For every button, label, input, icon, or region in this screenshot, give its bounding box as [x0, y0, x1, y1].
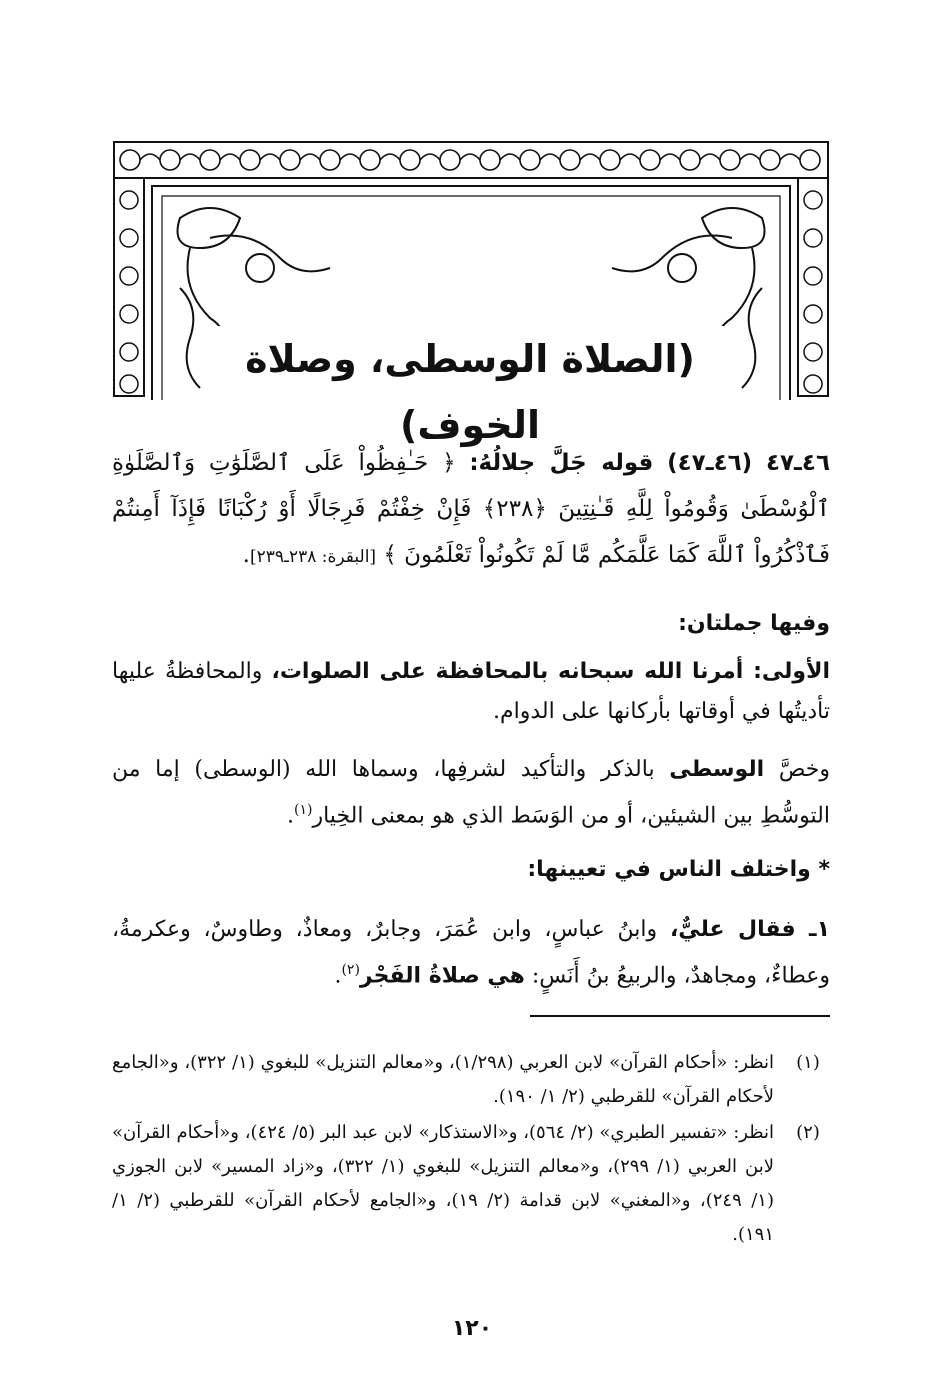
footnote-number: (١) [796, 1052, 820, 1073]
chapter-title: (الصلاة الوسطى، وصلاة الخوف) [210, 326, 730, 392]
paragraph-middle-explanation [112, 750, 830, 836]
footnote-divider [530, 1015, 830, 1017]
verse-intro-label: قوله جَلَّ جلالُهُ: [469, 450, 654, 476]
paragraph-end: . [334, 963, 342, 989]
footnote-text: انظر: «أحكام القرآن» لابن العربي (١/٢٩٨)، و«معالم التنزيل» للبغوي (١/ ٣٢٢)، و«الجامع لأحكام القرآن» للقرطبي (٢/ ١/ ١٩٠). [112, 1052, 774, 1107]
footnote-number: (٢) [796, 1122, 820, 1143]
footnote [112, 1046, 830, 1114]
paragraph-text: وابنُ عباسٍ، وابن عُمَرَ، وجابرٌ، ومعاذٌ، وطاوسٌ، وعكرمةُ، وعطاءٌ، ومجاهدٌ، والربيعُ بنُ أَنَسٍ: [112, 917, 830, 989]
paragraph-end: . [287, 803, 295, 829]
footnote-marker[interactable]: (٢) [341, 962, 360, 978]
paragraph-text: وفيها جملتان: [678, 611, 830, 636]
verse-number: ٤٦ـ٤٧ [765, 450, 830, 476]
paragraph-disagreement [112, 850, 830, 890]
page-number: ١٢٠ [451, 1316, 493, 1341]
footnotes-section [112, 1046, 830, 1254]
paragraph-first-sentence [112, 652, 830, 732]
verse-end: . [242, 542, 250, 568]
paragraph-first-opinion [112, 910, 830, 996]
quran-verse-text: ﴿ حَـٰفِظُواْ عَلَى ٱلصَّلَوَٰتِ وَٱلصَّلَوٰةِ ٱلْوُسْطَىٰ وَقُومُواْ لِلَّهِ قَـٰنِتِينَ ﴿٢٣٨﴾ فَإِنْ خِفْتُمْ فَرِجَالًا أَوْ رُكْبَانًا فَإِذَآ أَمِنتُمْ فَٱذْكُرُواْ ٱللَّهَ كَمَا عَلَّمَكُم مَّا لَمْ تَكُونُواْ تَعْلَمُونَ ﴾ [112, 450, 830, 568]
paragraph-two-sentences [112, 604, 830, 644]
paragraph-text: والمحافظةُ عليها تأديتُها في أوقاتها بأركانها على الدوام. [112, 659, 830, 724]
footnote-text: انظر: «تفسير الطبري» (٢/ ٥٦٤)، و«الاستذكار» لابن عبد البر (٥/ ٤٢٤)، و«أحكام القرآن» لابن العربي (١/ ٢٩٩)، و«معالم التنزيل» للبغوي (١/ ٣٢٢)، و«زاد المسير» لابن الجوزي (١/ ٢٤٩)، و«المغني» لابن قدامة (٢/ ١٩)، و«الجامع لأحكام القرآن» للقرطبي (٢/ ١/ ١٩١). [112, 1122, 774, 1245]
paragraph-bold-text: الوسطى [669, 757, 765, 782]
paragraph-bold-text: الأولى: أمرنا الله سبحانه بالمحافظة على الصلوات، [271, 659, 830, 684]
footnote-marker[interactable]: (١) [294, 802, 313, 818]
footnote [112, 1116, 830, 1252]
paragraph-text: وخصَّ [778, 757, 830, 782]
surah-reference: [البقرة: ٢٣٨ـ٢٣٩] [249, 547, 377, 567]
verse-paragraph [112, 440, 830, 580]
paragraph-bold-text: ١ـ فقال عليٌّ، [669, 917, 830, 942]
verse-range: (٤٦ـ٤٧) [667, 450, 753, 476]
paragraph-bold-text: * واختلف الناس في تعيينها: [527, 857, 830, 882]
paragraph-bold-text: هي صلاةُ الفَجْر [359, 963, 525, 989]
paragraph-text: بالذكر والتأكيد لشرفِها، وسماها الله (الوسطى) إما من التوسُّطِ بين الشيئين، أو من الوَسَط الذي هو بمعنى الخِيار [112, 757, 830, 829]
